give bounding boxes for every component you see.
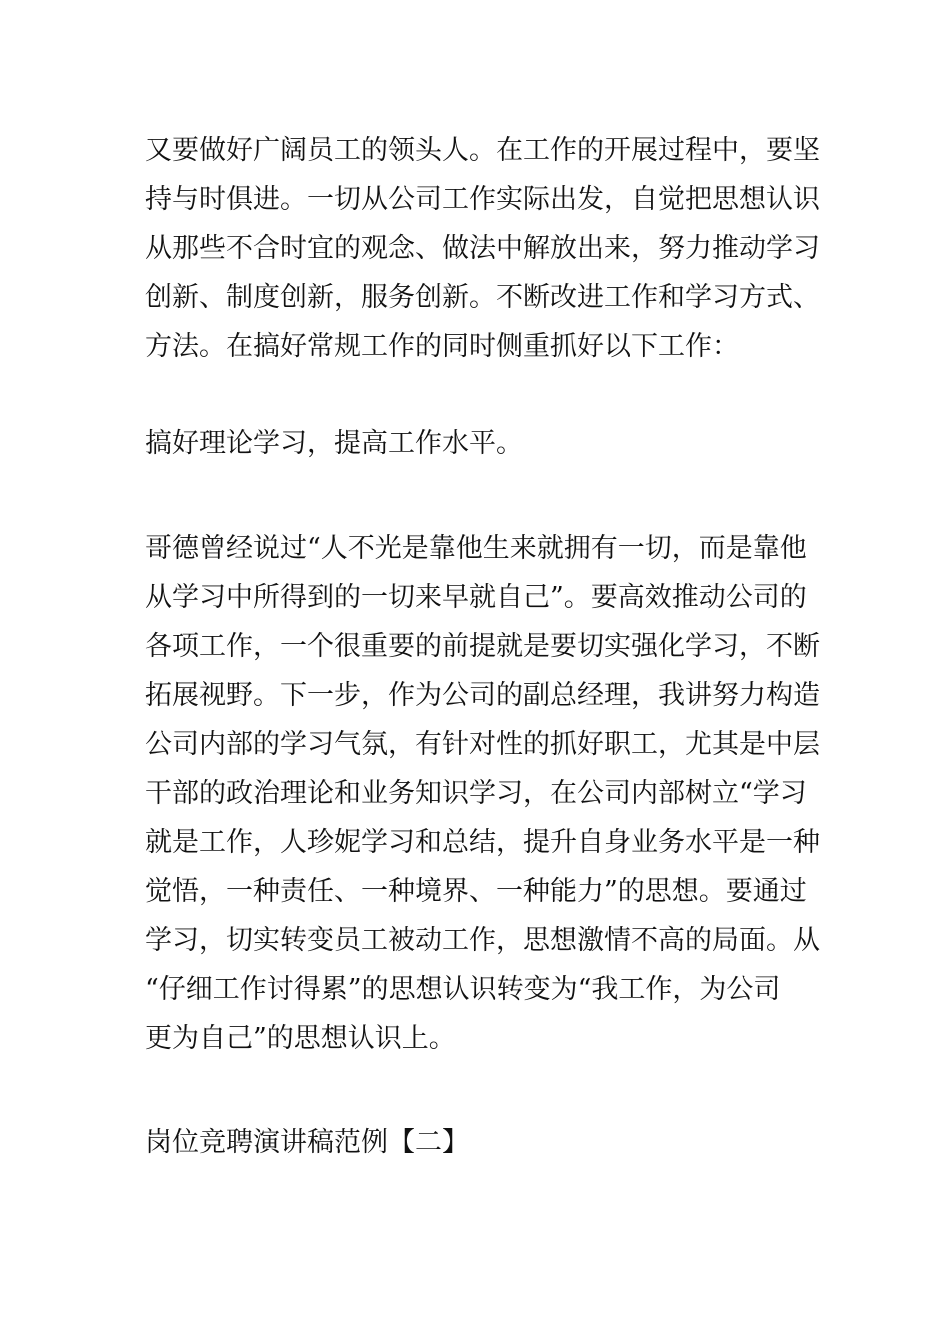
paragraph-2-line-5: 公司内部的学习气氛，有针对性的抓好职工，尤其是中层: [145, 729, 820, 760]
paragraph-2-line-3: 各项工作，一个很重要的前提就是要切实强化学习，不断: [145, 631, 820, 662]
paragraph-1-line-1: 又要做好广阔员工的领头人。在工作的开展过程中，要坚: [145, 135, 820, 166]
paragraph-2-line-8: 觉悟，一种责任、一种境界、一种能力”的思想。要通过: [145, 876, 807, 907]
paragraph-2-line-6: 干部的政治理论和业务知识学习，在公司内部树立“学习: [145, 778, 807, 809]
paragraph-1-line-5: 方法。在搞好常规工作的同时侧重抓好以下工作：: [145, 331, 739, 362]
paragraph-2-line-9: 学习，切实转变员工被动工作，思想激情不高的局面。从: [145, 925, 820, 956]
section-heading-1: 搞好理论学习，提高工作水平。: [145, 428, 523, 459]
paragraph-2-line-11: 更为自己”的思想认识上。: [145, 1023, 456, 1054]
paragraph-1-line-3: 从那些不合时宜的观念、做法中解放出来，努力推动学习: [145, 233, 820, 264]
paragraph-1-line-4: 创新、制度创新，服务创新。不断改进工作和学习方式、: [145, 282, 820, 313]
section-heading-2: 岗位竞聘演讲稿范例【二】: [145, 1127, 469, 1158]
paragraph-2-line-10: “仔细工作讨得累”的思想认识转变为“我工作，为公司: [145, 974, 781, 1005]
paragraph-2-line-2: 从学习中所得到的一切来早就自己”。要高效推动公司的: [145, 582, 807, 613]
paragraph-2-line-1: 哥德曾经说过“人不光是靠他生来就拥有一切，而是靠他: [145, 533, 807, 564]
paragraph-1-line-2: 持与时俱进。一切从公司工作实际出发，自觉把思想认识: [145, 184, 820, 215]
paragraph-2-line-7: 就是工作，人珍妮学习和总结，提升自身业务水平是一种: [145, 827, 820, 858]
paragraph-2-line-4: 拓展视野。下一步，作为公司的副总经理，我讲努力构造: [145, 680, 820, 711]
